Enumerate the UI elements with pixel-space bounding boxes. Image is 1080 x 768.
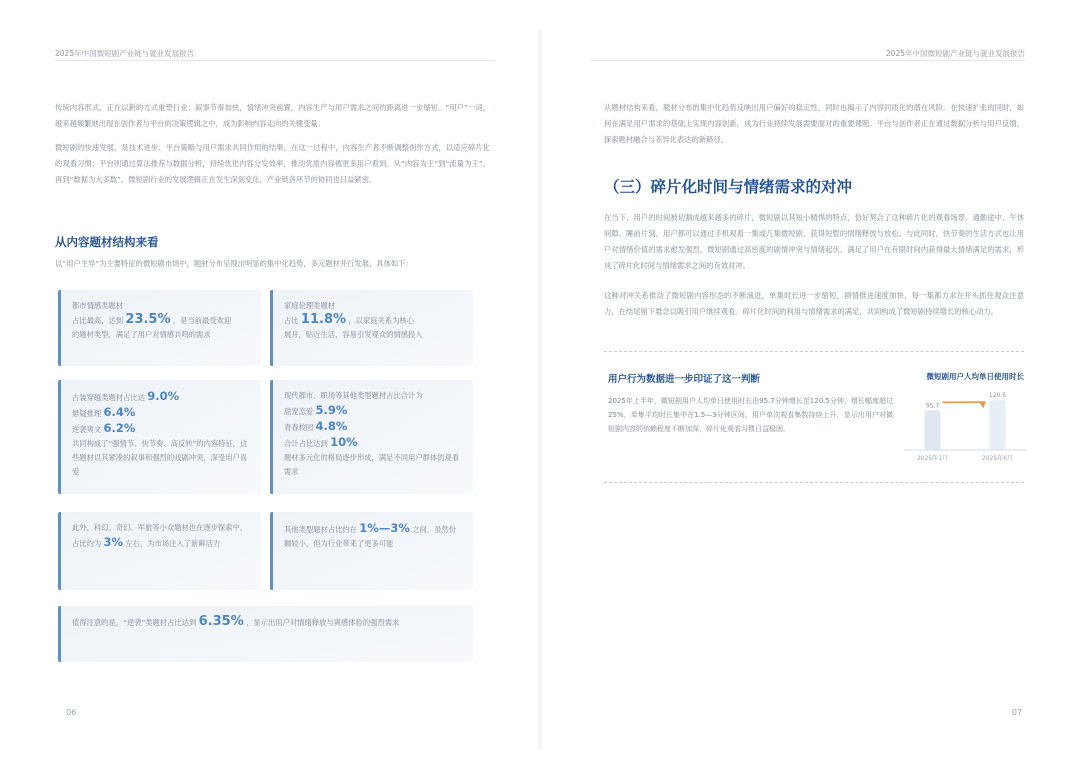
header-rule-right xyxy=(590,60,1025,61)
card-row xyxy=(72,421,251,437)
card-text: 值得注意的是，“逆袭”类题材占比达到 xyxy=(72,618,197,627)
card-value: 6.2% xyxy=(103,421,136,435)
card-value: 3% xyxy=(103,535,124,549)
card-text: 其他类型题材占比约在 xyxy=(284,525,357,534)
card-text: 展开，贴近生活，容易引发观众的情感投入 xyxy=(284,330,423,339)
chart-data-label: 95.7 xyxy=(925,402,940,410)
divider-top xyxy=(604,351,1024,352)
chart-tick-label: 2025年1月 xyxy=(916,455,949,462)
page-number-left: 06 xyxy=(66,708,77,717)
card-label: 合计占比达到 xyxy=(284,439,328,448)
card-heading: 都市情感类题材 xyxy=(72,301,124,310)
right-paragraph-1: 从题材结构来看，题材分布的集中化趋势反映出用户偏好的稳定性，同时也揭示了内容同质化的潜在风险。在快速扩张的同时，如何在满足用户需求的基础上实现内容创新，成为行业持续发展需要面对的重要课题。平台与创作者正在通过数据分析与用户反馈，探索题材融合与差异化表达的新路径。 xyxy=(604,103,1024,144)
card-value: 11.8% xyxy=(300,312,347,327)
topic-card-other-types xyxy=(270,380,473,494)
running-title-right: 2025年中国微短剧产业链与就业发展报告 xyxy=(885,49,1025,58)
card-text: 此外，科幻、奇幻、军旅等小众题材也在逐步探索中，占比约为 xyxy=(72,523,248,548)
card-value: 10% xyxy=(330,435,358,449)
chart-bar xyxy=(925,410,941,450)
card-text: ，以家庭关系为核心 xyxy=(348,316,415,325)
card-value: 5.9% xyxy=(315,403,348,417)
topic-card-costume-suspense xyxy=(58,380,261,494)
card-value: 6.35% xyxy=(198,614,244,629)
growth-arrow-head xyxy=(980,402,986,408)
card-row xyxy=(284,419,463,435)
card-row xyxy=(284,403,463,419)
section-title: （三）碎片化时间与情绪需求的对冲 xyxy=(604,178,853,196)
card-value: 1%—3% xyxy=(359,521,410,535)
card-label: 逆袭爽文 xyxy=(72,425,102,434)
card-text: 占比最高，达到 xyxy=(72,316,124,325)
card-row xyxy=(72,405,251,421)
card-text: 占比 xyxy=(284,316,299,325)
chart-title: 微短剧用户人均单日使用时长 xyxy=(926,372,1024,381)
chart-bar xyxy=(990,400,1006,450)
topic-card-minor xyxy=(270,512,473,590)
card-label: 甜宠恋爱 xyxy=(284,407,314,416)
right-paragraph-2: 在当下，用户的时间被切割成越来越多的碎片，微短剧以其短小精悍的特点，恰好契合了这种碎片化的观看场景。通勤途中、午休间隙、睡前片刻，用户都可以通过手机观看一集或几集微短剧，获得短暂的情绪释放与放松。与此同时，快节奏的生活方式也让用户对情绪价值的需求愈发强烈，微短剧通过高密度的剧情冲突与情绪起伏，满足了用户在有限时间内获得最大情绪满足的需求，形成了碎片化时间与情绪需求之间的有效对冲。 xyxy=(604,213,1024,270)
card-heading: 家庭伦理类题材 xyxy=(284,301,336,310)
right-page xyxy=(540,0,1080,768)
data-box-title: 用户行为数据进一步印证了这一判断 xyxy=(608,374,761,385)
card-row xyxy=(284,435,463,451)
topic-card-urban-romance xyxy=(58,290,261,366)
usage-time-chart xyxy=(900,384,1030,464)
card-label: 悬疑推理 xyxy=(72,409,102,418)
card-text: 左右，为市场注入了新鲜活力 xyxy=(125,539,221,548)
header-rule-left xyxy=(55,60,495,61)
card-value: 4.8% xyxy=(315,419,348,433)
left-paragraph-1: 传统内容形式，正在以新的方式重塑行业：叙事节奏加快，情绪冲突前置，内容生产与用户需求之间的距离进一步缩短。“用户”一词，越来越频繁地出现在创作者与平台的决策逻辑之中，成为影响内容走向的关键变量。 xyxy=(55,103,490,128)
card-heading: 现代都市、职场等其他类型题材占比合计为 xyxy=(284,391,423,400)
card-text: ，是当前最受欢迎 xyxy=(172,316,232,325)
subsection-intro: 以“用户主导”为主要特征的微短剧市场中，题材分布呈现出明显的集中化趋势，多元题材并行发展，具体如下： xyxy=(55,259,413,268)
data-box-text: 2025年上半年，微短剧用户人均单日使用时长由95.7分钟增长至120.5分钟，增长幅度超过25%，单集平均时长集中在1.5—3分钟区间，用户单次观看集数持续上升，显示出用户对微短剧内容的依赖程度不断加深，碎片化观看习惯日益稳固。 xyxy=(608,397,893,433)
left-paragraph-2: 微短剧的快速发展，是技术进步、平台策略与用户需求共同作用的结果。在这一过程中，内容生产者不断调整创作方式，以适应碎片化的观看习惯；平台则通过算法推荐与数据分析，持续优化内容分发效率，推动优质内容被更多用户看到。从“内容为王”到“流量为王”，再到“数据为大多数”，微短剧行业的发展逻辑正在发生深刻变化，产业链各环节的协同也日益紧密。 xyxy=(55,143,490,184)
card-value: 6.4% xyxy=(103,405,136,419)
divider-bottom xyxy=(604,482,1024,483)
chart-tick-label: 2025年6月 xyxy=(981,455,1014,462)
card-text: 之间，虽然份额较小，但为行业带来了更多可能 xyxy=(284,525,456,548)
card-label: 古装穿越类题材占比达 xyxy=(72,393,145,402)
card-text: ，显示出用户对情绪释放与爽感体验的强烈需求 xyxy=(246,618,400,627)
card-text: 的题材类型，满足了用户对情感共鸣的需求 xyxy=(72,330,211,339)
card-text: 共同构成了“强情节、快节奏、高反转”的内容特征，这些题材以其紧凑的叙事和强烈的戏剧冲突，深受用户喜爱 xyxy=(72,439,248,476)
running-title-left: 2025年中国微短剧产业链与就业发展报告 xyxy=(55,49,195,58)
topic-card-family-ethics xyxy=(270,290,473,366)
card-text: 题材多元化的格局逐步形成，满足不同用户群体的观看需求 xyxy=(284,453,460,476)
topic-card-summary xyxy=(58,606,473,662)
page-number-right: 07 xyxy=(1011,708,1022,717)
card-row xyxy=(72,389,251,405)
topic-card-niche xyxy=(58,512,261,590)
right-paragraph-3: 这种对冲关系推动了微短剧内容形态的不断演进，单集时长进一步缩短，剧情推进速度加快，每一集都力求在开头抓住观众注意力，在结尾留下悬念以吸引用户继续观看。碎片化时间的利用与情绪需求的满足，共同构成了微短剧持续增长的核心动力。 xyxy=(604,291,1024,316)
card-label: 青春校园 xyxy=(284,423,314,432)
subsection-title: 从内容题材结构来看 xyxy=(55,235,159,249)
card-value: 9.0% xyxy=(147,389,180,403)
chart-data-label: 120.5 xyxy=(988,392,1007,400)
card-value: 23.5% xyxy=(125,312,171,327)
